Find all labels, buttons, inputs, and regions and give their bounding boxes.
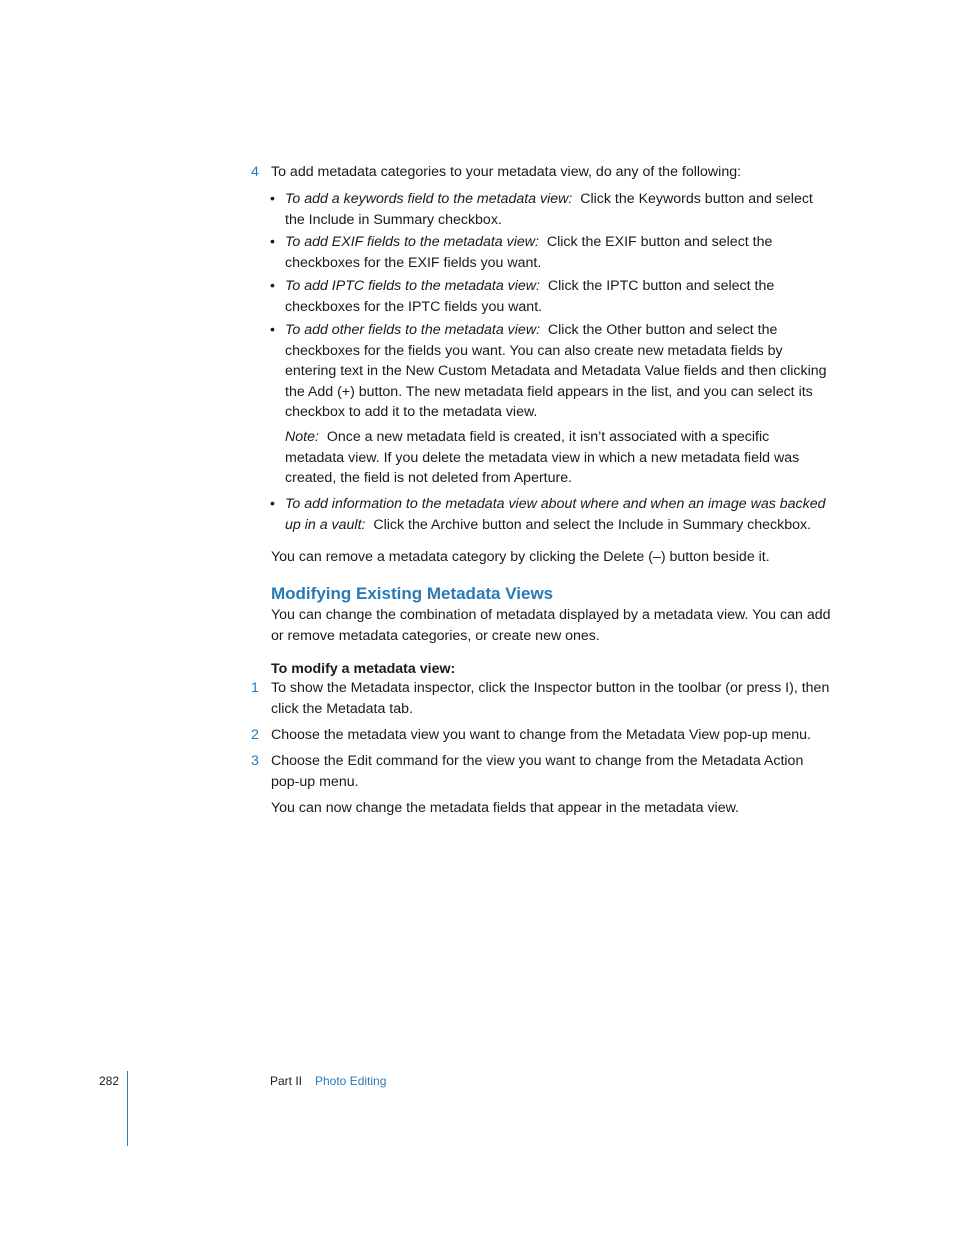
bullet-text: Click the EXIF button and select the checkboxes for the EXIF fields you want. [285, 234, 773, 271]
bullet-item [285, 189, 830, 230]
bullet-lead: To add other fields to the metadata view: [285, 322, 541, 338]
bullet-icon: • [270, 234, 275, 250]
note-text: Once a new metadata field is created, it isn’t associated with a specific metadata view. If you delete the metadata view in which a new metadata field was created, the field is not deleted from Aperture. [285, 429, 800, 486]
footer-part-title: Photo Editing [315, 1074, 387, 1088]
bullet-icon: • [270, 191, 275, 207]
step-text: Choose the Edit command for the view you want to change from the Metadata Action pop-up menu. [271, 753, 804, 790]
step-text: To show the Metadata inspector, click the Inspector button in the toolbar (or press I), then click the Metadata tab. [271, 680, 830, 717]
bullet-lead: To add EXIF fields to the metadata view: [285, 234, 539, 250]
bullet-item [285, 232, 830, 273]
footer-divider [127, 1071, 128, 1146]
step-number: 1 [251, 680, 259, 696]
bullet-lead: To add a keywords field to the metadata view: [285, 191, 573, 207]
section-intro: You can change the combination of metadata displayed by a metadata view. You can add or remove metadata categories, or create new ones. [271, 607, 831, 644]
bullet-icon: • [270, 496, 275, 512]
page-number: 282 [99, 1074, 120, 1088]
section-heading: Modifying Existing Metadata Views [271, 584, 554, 603]
bullet-icon: • [270, 322, 275, 338]
step-number: 4 [251, 164, 259, 180]
task-title: To modify a metadata view: [271, 661, 456, 677]
bullet-lead: To add information to the metadata view about where and when an image was backed up in a vault: [285, 496, 826, 533]
bullet-text: Click the Other button and select the checkboxes for the fields you want. You can also create new metadata fields by entering text in the New Custom Metadata and Metadata Value fields and then clicking the Add (+) button. The new metadata field appears in the list, and you can select its checkbox to add it to the metadata view. [285, 322, 827, 420]
bullet-text: Click the Archive button and select the Include in Summary checkbox. [373, 516, 812, 533]
bullet-lead: To add IPTC fields to the metadata view: [285, 278, 540, 294]
bullet-icon: • [270, 278, 275, 294]
note [285, 427, 830, 489]
step-text: Choose the metadata view you want to change from the Metadata View pop-up menu. [271, 727, 811, 743]
footer-part-label: Part II [270, 1074, 303, 1088]
closing-text: You can now change the metadata fields that appear in the metadata view. [271, 800, 739, 816]
bullet-text: Click the Keywords button and select the Include in Summary checkbox. [285, 191, 813, 228]
step-text: To add metadata categories to your metadata view, do any of the following: [271, 164, 742, 180]
note-label: Note: [285, 429, 319, 445]
step-number: 3 [251, 753, 259, 769]
step-number: 2 [251, 727, 259, 743]
bullet-item [285, 494, 830, 535]
remove-instruction: You can remove a metadata category by clicking the Delete (–) button beside it. [271, 549, 770, 565]
bullet-item [285, 276, 830, 317]
bullet-item [285, 320, 830, 423]
bullet-text: Click the IPTC button and select the checkboxes for the IPTC fields you want. [285, 278, 775, 315]
